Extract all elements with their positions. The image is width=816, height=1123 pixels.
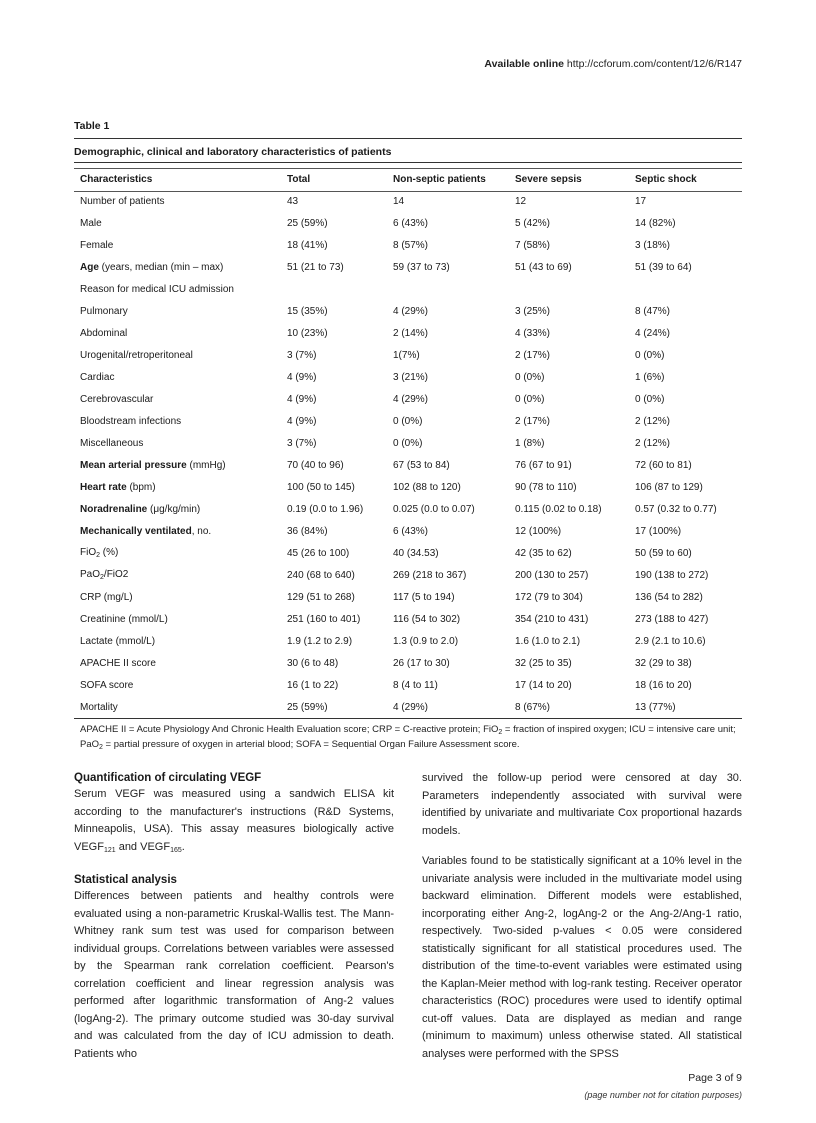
cell: 42 (35 to 62) — [515, 547, 572, 559]
row-label: Female — [80, 239, 114, 251]
row-label: Cardiac — [80, 371, 115, 383]
cell: 273 (188 to 427) — [635, 613, 709, 625]
cell: 32 (25 to 35) — [515, 657, 572, 669]
table-row — [74, 586, 742, 608]
cell: 8 (67%) — [515, 701, 551, 713]
row-label — [74, 256, 281, 278]
row-label: Male — [80, 217, 102, 229]
table-row — [74, 542, 742, 564]
cell: 14 (82%) — [635, 217, 676, 229]
row-label-b: /FiO2 — [103, 569, 129, 580]
cell: 16 (1 to 22) — [287, 679, 339, 691]
cell: 7 (58%) — [515, 239, 551, 251]
cell: 32 (29 to 38) — [635, 657, 692, 669]
cell: 40 (34.53) — [393, 547, 439, 559]
col-header-septic-shock: Septic shock — [635, 173, 697, 185]
row-label-unit: (μg/kg/min) — [147, 503, 201, 515]
journal-header — [484, 58, 742, 70]
header-available-online: Available online — [484, 58, 564, 70]
table-row — [74, 344, 742, 366]
cell: 45 (26 to 100) — [287, 547, 350, 559]
cell: 8 (47%) — [635, 305, 671, 317]
cell: 106 (87 to 129) — [635, 481, 703, 493]
row-label: Abdominal — [80, 327, 128, 339]
table-footnote — [80, 724, 740, 754]
cell: 51 (43 to 69) — [515, 261, 572, 273]
col-header-total: Total — [287, 173, 311, 185]
cell: 117 (5 to 194) — [393, 591, 455, 603]
row-label: APACHE II score — [80, 657, 156, 669]
row-label: Lactate (mmol/L) — [80, 635, 156, 647]
table-row — [74, 256, 742, 278]
row-label — [74, 520, 281, 542]
cell: 0 (0%) — [393, 437, 423, 449]
footnote-part: = partial pressure of oxygen in arterial blood; SOFA = Sequential Organ Failure Assessment score. — [102, 739, 520, 750]
cell: 6 (43%) — [393, 525, 429, 537]
cell: 4 (9%) — [287, 393, 317, 405]
caption-rule — [74, 162, 742, 163]
table-bottom-rule — [74, 718, 742, 719]
page-number-note: (page number not for citation purposes) — [584, 1090, 742, 1100]
cell: 17 — [635, 195, 647, 207]
row-label-sub: 2 — [100, 574, 104, 581]
cell: 100 (50 to 145) — [287, 481, 355, 493]
patient-characteristics-table — [74, 168, 742, 718]
cell: 90 (78 to 110) — [515, 481, 577, 493]
table-row — [74, 234, 742, 256]
cell: 0 (0%) — [635, 349, 665, 361]
table-row — [74, 674, 742, 696]
cell: 2 (14%) — [393, 327, 429, 339]
table-row — [74, 300, 742, 322]
cell: 4 (29%) — [393, 701, 429, 713]
cell: 17 (14 to 20) — [515, 679, 572, 691]
cell: 67 (53 to 84) — [393, 459, 450, 471]
cell: 50 (59 to 60) — [635, 547, 692, 559]
cell: 2.9 (2.1 to 10.6) — [635, 635, 706, 647]
cell: 70 (40 to 96) — [287, 459, 344, 471]
table-row — [74, 498, 742, 520]
row-label: Cerebrovascular — [80, 393, 154, 405]
cell: 2 (12%) — [635, 437, 671, 449]
cell: 4 (24%) — [635, 327, 671, 339]
cell: 18 (41%) — [287, 239, 328, 251]
cell: 1 (8%) — [515, 437, 545, 449]
row-label-unit: (years, median (min – max) — [98, 261, 224, 273]
cell: 0.19 (0.0 to 1.96) — [287, 503, 364, 515]
table-top-rule — [74, 138, 742, 139]
cell: 0 (0%) — [515, 371, 545, 383]
cell: 5 (42%) — [515, 217, 551, 229]
cell: 269 (218 to 367) — [393, 569, 467, 581]
cell: 1.3 (0.9 to 2.0) — [393, 635, 459, 647]
row-label: Pulmonary — [80, 305, 128, 317]
cell: 1(7%) — [393, 349, 420, 361]
cell: 10 (23%) — [287, 327, 328, 339]
footnote-part: = fraction of inspired oxygen; ICU = intensive care unit; PaO — [80, 724, 736, 750]
cell: 4 (29%) — [393, 393, 429, 405]
cell: 17 (100%) — [635, 525, 682, 537]
table-row — [74, 520, 742, 542]
section-heading-vegf: Quantification of circulating VEGF — [74, 772, 262, 784]
cell: 12 (100%) — [515, 525, 562, 537]
cell: 1 (6%) — [635, 371, 665, 383]
table-row — [74, 388, 742, 410]
cell: 102 (88 to 120) — [393, 481, 461, 493]
row-label: Bloodstream infections — [80, 415, 182, 427]
header-url[interactable]: http://ccforum.com/content/12/6/R147 — [566, 58, 742, 70]
cell: 25 (59%) — [287, 701, 328, 713]
cell: 1.9 (1.2 to 2.9) — [287, 635, 353, 647]
row-label: Reason for medical ICU admission — [80, 283, 234, 295]
col-header-characteristics: Characteristics — [80, 173, 153, 185]
paragraph-vegf — [74, 786, 394, 859]
cell: 3 (7%) — [287, 349, 317, 361]
cell: 1.6 (1.0 to 2.1) — [515, 635, 581, 647]
cell: 136 (54 to 282) — [635, 591, 703, 603]
row-label-a: FiO — [80, 547, 97, 558]
cell: 6 (43%) — [393, 217, 429, 229]
row-label-unit: (mmHg) — [186, 459, 226, 471]
table-caption: Demographic, clinical and laboratory characteristics of patients — [74, 146, 392, 158]
cell: 0.115 (0.02 to 0.18) — [515, 503, 602, 515]
cell: 43 — [287, 195, 299, 207]
cell: 4 (9%) — [287, 371, 317, 383]
cell: 354 (210 to 431) — [515, 613, 589, 625]
table-row — [74, 630, 742, 652]
cell: 251 (160 to 401) — [287, 613, 361, 625]
row-label-b: (%) — [100, 547, 119, 558]
subscript: 121 — [103, 846, 116, 854]
table-row — [74, 696, 742, 718]
row-label — [74, 542, 281, 564]
cell: 2 (17%) — [515, 349, 551, 361]
cell: 0 (0%) — [635, 393, 665, 405]
table-row — [74, 432, 742, 454]
table-row — [74, 410, 742, 432]
cell: 4 (9%) — [287, 415, 317, 427]
paragraph-text: Serum VEGF was measured using a sandwich ELISA kit according to the manufacturer's instructions (R&D Systems, Minneapolis, USA). This assay measures biologically active VEGF — [74, 788, 394, 853]
row-label-bold: Mean arterial pressure — [80, 459, 187, 471]
footnote-sub: 2 — [99, 744, 103, 751]
cell: 0 (0%) — [515, 393, 545, 405]
row-label: Creatinine (mmol/L) — [80, 613, 168, 625]
cell: 76 (67 to 91) — [515, 459, 572, 471]
table-row — [74, 366, 742, 388]
cell: 8 (57%) — [393, 239, 429, 251]
paragraph-statistics: Differences between patients and healthy controls were evaluated using a non-parametric Kruskal-Wallis test. The Mann-Whitney rank sum test was used for comparison between individual groups. Correlations between variables were assessed by the Spearman rank correlation coefficient. Pearson's correlation coefficient and linear regression analysis was performed after logarithmic transformation of Ang-2 values (logAng-2). The primary outcome studied was 30-day survival and was calculated from the day of ICU admission to death. Patients who — [74, 890, 394, 1060]
row-label: Urogenital/retroperitoneal — [80, 349, 193, 361]
col-header-non-septic: Non-septic patients — [393, 173, 486, 185]
footnote-sub: 2 — [498, 729, 503, 736]
row-label-unit: (bpm) — [126, 481, 156, 493]
row-label: Miscellaneous — [80, 437, 144, 449]
paragraph-variables: Variables found to be statistically significant at a 10% level in the univariate analysis were included in the multivariate model using backward elimination. Different models were established, incorporating either Ang-2, logAng-2 or the Ang-2/Ang-1 ratio, respectively. Two-sided p-values < 0.05 were considered statistically significant for all statistical procedures used. The distribution of the time-to-event variables were estimated using the Kaplan-Meier method with log-rank testing. Receiver operator characteristics (ROC) procedures were used to identify optimal cut-off values. Data are displayed as median and range (minimum to maximum) unless otherwise stated. All statistical analyses were performed with the SPSS — [422, 855, 742, 1060]
cell: 3 (7%) — [287, 437, 317, 449]
section-heading-statistics: Statistical analysis — [74, 874, 177, 886]
row-label-bold: Noradrenaline — [80, 503, 148, 515]
table-row — [74, 278, 742, 300]
row-label-bold: Heart rate — [80, 481, 127, 493]
right-column — [422, 770, 742, 1063]
table-row — [74, 608, 742, 630]
cell: 4 (33%) — [515, 327, 551, 339]
table-row — [74, 476, 742, 498]
row-label-bold: Age — [80, 261, 99, 273]
cell: 12 — [515, 195, 527, 207]
paragraph-text: and VEGF — [115, 840, 171, 853]
left-column — [74, 770, 394, 1063]
cell: 15 (35%) — [287, 305, 328, 317]
row-label-bold: Mechanically ventilated — [80, 525, 192, 537]
cell: 2 (17%) — [515, 415, 551, 427]
table-label: Table 1 — [74, 120, 110, 132]
row-label — [74, 564, 281, 586]
cell: 51 (39 to 64) — [635, 261, 692, 273]
cell: 3 (25%) — [515, 305, 551, 317]
cell: 200 (130 to 257) — [515, 569, 589, 581]
cell: 59 (37 to 73) — [393, 261, 450, 273]
row-label — [74, 454, 281, 476]
table-row — [74, 212, 742, 234]
page-number: Page 3 of 9 — [688, 1072, 742, 1084]
cell: 26 (17 to 30) — [393, 657, 450, 669]
subscript: 165 — [170, 846, 182, 854]
cell: 172 (79 to 304) — [515, 591, 583, 603]
cell: 240 (68 to 640) — [287, 569, 355, 581]
row-label-sub: 2 — [96, 552, 101, 559]
table-row — [74, 322, 742, 344]
row-label: Mortality — [80, 701, 118, 713]
cell: 8 (4 to 11) — [393, 679, 438, 691]
cell: 14 — [393, 195, 405, 207]
cell: 3 (18%) — [635, 239, 671, 251]
cell: 0 (0%) — [393, 415, 423, 427]
cell: 30 (6 to 48) — [287, 657, 339, 669]
cell: 116 (54 to 302) — [393, 613, 461, 625]
cell: 36 (84%) — [287, 525, 328, 537]
cell: 13 (77%) — [635, 701, 676, 713]
table-row — [74, 454, 742, 476]
row-label — [74, 476, 281, 498]
cell: 129 (51 to 268) — [287, 591, 355, 603]
paragraph-survival: survived the follow-up period were censored at day 30. Parameters independently associated with survival were identified by univariate and multivariate Cox proportional hazards models. — [422, 772, 742, 837]
table-row — [74, 190, 742, 212]
cell: 0.57 (0.32 to 0.77) — [635, 503, 717, 515]
cell: 190 (138 to 272) — [635, 569, 709, 581]
cell: 18 (16 to 20) — [635, 679, 692, 691]
row-label: SOFA score — [80, 679, 134, 691]
row-label — [74, 498, 281, 520]
cell: 0.025 (0.0 to 0.07) — [393, 503, 475, 515]
footnote-part: APACHE II = Acute Physiology And Chronic Health Evaluation score; CRP = C-reactive protein; FiO — [80, 724, 499, 735]
cell: 2 (12%) — [635, 415, 671, 427]
row-label-unit: , no. — [191, 525, 212, 537]
paragraph-text: . — [181, 840, 185, 853]
cell: 25 (59%) — [287, 217, 328, 229]
cell: 51 (21 to 73) — [287, 261, 344, 273]
table-row — [74, 564, 742, 586]
row-label: CRP (mg/L) — [80, 591, 133, 603]
cell: 3 (21%) — [393, 371, 429, 383]
table-row — [74, 652, 742, 674]
row-label-a: PaO — [80, 569, 101, 580]
cell: 4 (29%) — [393, 305, 429, 317]
row-label: Number of patients — [80, 195, 165, 207]
cell: 72 (60 to 81) — [635, 459, 692, 471]
col-header-severe-sepsis: Severe sepsis — [515, 173, 582, 185]
table-header-row — [74, 168, 742, 190]
